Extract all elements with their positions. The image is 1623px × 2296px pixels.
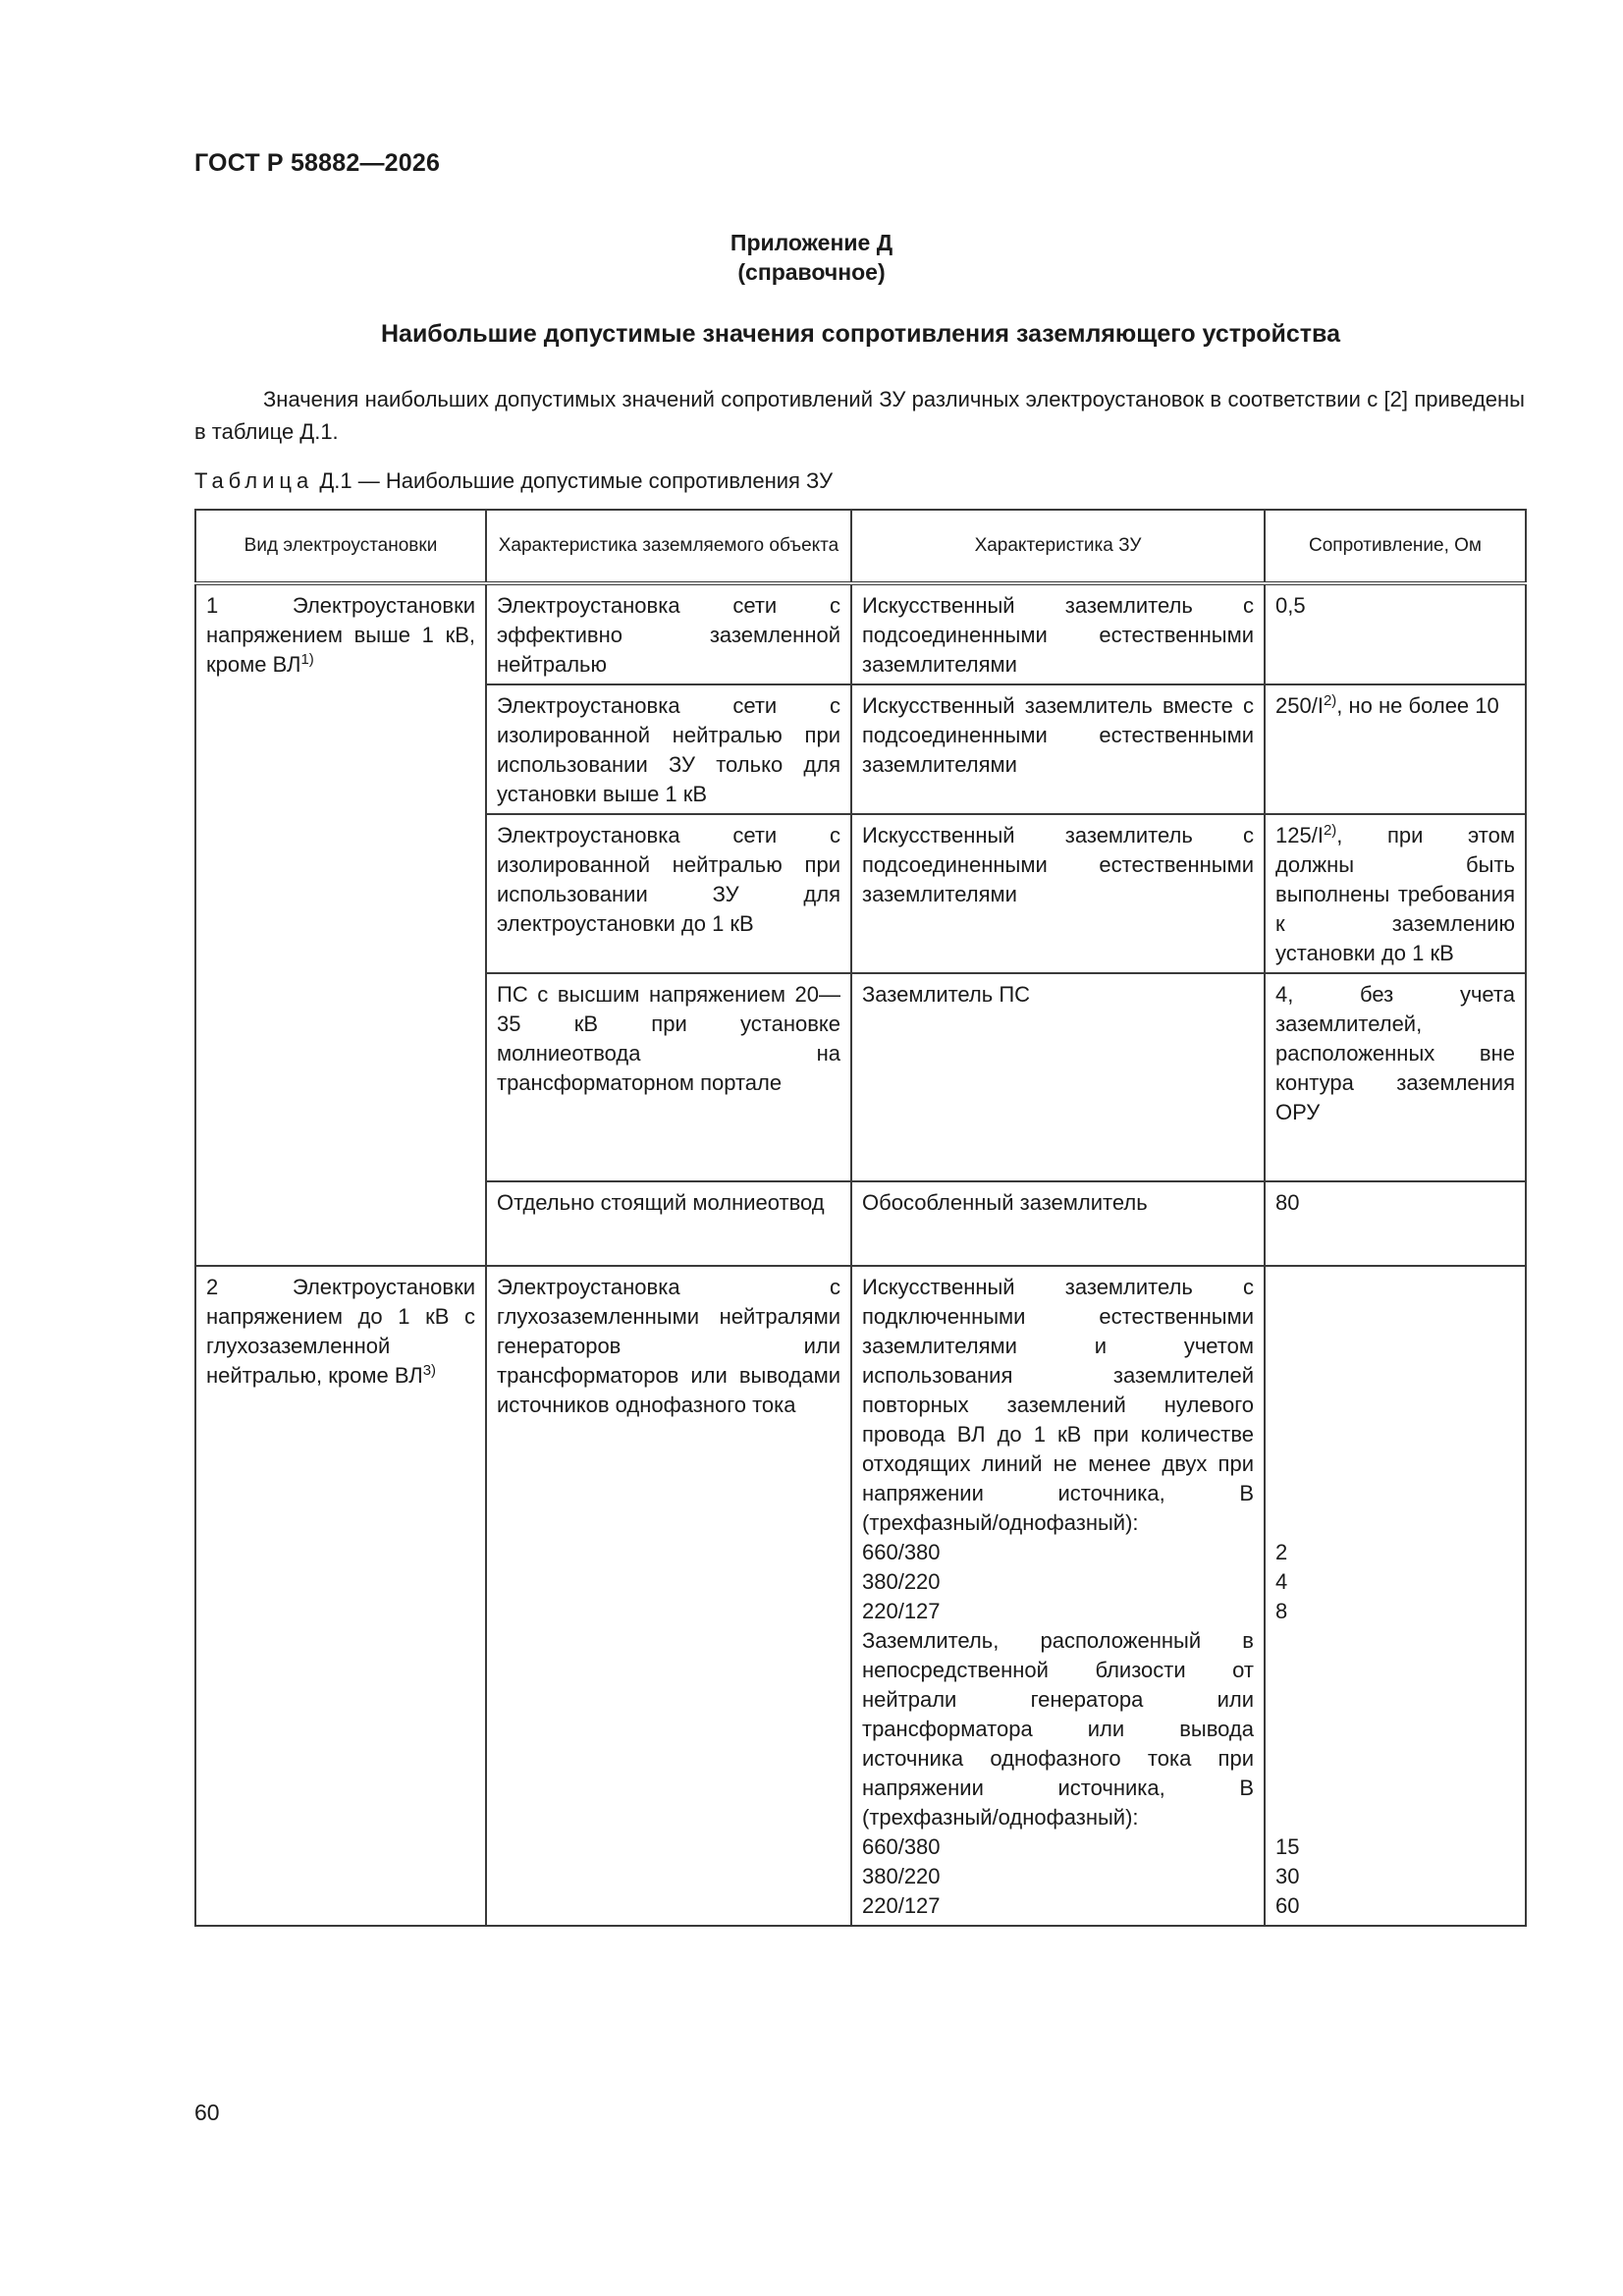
device-description: Искусственный заземлитель с подключенными естественными заземлителями и учетом использования заземлителей повторных заземлений нулевого провода ВЛ до 1 кВ при количестве отходящих линий не менее двух при напряжении источника, В (трехфазный/однофазный): <box>862 1275 1254 1535</box>
table-header-row <box>195 510 1526 583</box>
object-cell: ПС с высшим напряжением 20—35 кВ при установке молниеотвода на трансформаторном портале <box>486 973 851 1181</box>
resistance-value: 2 <box>1275 1540 1288 1564</box>
footnote-ref: 3) <box>422 1362 437 1379</box>
resistance-value: 15 <box>1275 1834 1300 1859</box>
resistance-table <box>194 509 1527 1927</box>
table-caption <box>194 468 833 494</box>
device-cell: Заземлитель ПС <box>851 973 1265 1181</box>
appendix-label: Приложение Д <box>730 230 893 255</box>
device-cell: Искусственный заземлитель вместе с подсоединенными естественными заземлителями <box>851 684 1265 814</box>
voltage-value: 660/380 <box>862 1834 941 1859</box>
resistance-cell: 80 <box>1265 1181 1526 1266</box>
voltage-value: 220/127 <box>862 1893 941 1918</box>
object-cell: Электроустановка с глухозаземленными нейтралями генераторов или трансформаторов или выводами источников однофазного тока <box>486 1266 851 1926</box>
footnote-ref: 2) <box>1323 692 1337 709</box>
page-number: 60 <box>194 2100 220 2125</box>
table-row <box>195 583 1526 684</box>
resistance-note: , при этом должны быть выполнены требования к заземлению установки до 1 кВ <box>1275 823 1515 965</box>
object-cell: Электроустановка сети с изолированной нейтралью при использовании ЗУ для электроустановки до 1 кВ <box>486 814 851 973</box>
device-description: Заземлитель, расположенный в непосредственной близости от нейтрали генератора или трансформатора или вывода источника однофазного тока при напряжении источника, В (трехфазный/однофазный): <box>862 1628 1254 1830</box>
appendix-heading <box>0 228 1623 287</box>
resistance-cell: 0,5 <box>1265 583 1526 684</box>
resistance-formula: 125/I <box>1275 823 1324 847</box>
header-device-characteristic: Характеристика ЗУ <box>851 510 1265 583</box>
voltage-value: 220/127 <box>862 1599 941 1623</box>
installation-type-text: 1 Электроустановки напряжением выше 1 кВ, кроме ВЛ <box>206 593 475 677</box>
installation-type-cell <box>195 1266 486 1926</box>
table-caption-text: Д.1 — Наибольшие допустимые сопротивления ЗУ <box>313 468 834 493</box>
appendix-type: (справочное) <box>737 259 886 285</box>
intro-text: Значения наибольших допустимых значений сопротивлений ЗУ различных электроустановок в соответствии с [2] приведены в таблице Д.1. <box>194 387 1525 444</box>
resistance-formula: 250/I <box>1275 693 1324 718</box>
resistance-value: 8 <box>1275 1599 1288 1623</box>
device-cell <box>851 1266 1265 1926</box>
voltage-value: 660/380 <box>862 1540 941 1564</box>
voltage-value: 380/220 <box>862 1569 941 1594</box>
resistance-cell <box>1265 684 1526 814</box>
voltage-value: 380/220 <box>862 1864 941 1888</box>
device-cell: Обособленный заземлитель <box>851 1181 1265 1266</box>
table-row <box>195 1266 1526 1926</box>
footnote-ref: 1) <box>300 651 314 668</box>
resistance-cell <box>1265 1266 1526 1926</box>
intro-paragraph <box>194 383 1525 448</box>
device-cell: Искусственный заземлитель с подсоединенными естественными заземлителями <box>851 814 1265 973</box>
header-resistance: Сопротивление, Ом <box>1265 510 1526 583</box>
installation-type-text: 2 Электроустановки напряжением до 1 кВ с глухозаземленной нейтралью, кроме ВЛ <box>206 1275 475 1388</box>
spacer <box>1275 1273 1515 1538</box>
device-cell: Искусственный заземлитель с подсоединенными естественными заземлителями <box>851 583 1265 684</box>
header-installation-type: Вид электроустановки <box>195 510 486 583</box>
resistance-value: 4 <box>1275 1569 1288 1594</box>
header-object-characteristic: Характеристика заземляемого объекта <box>486 510 851 583</box>
resistance-cell <box>1265 814 1526 973</box>
object-cell: Отдельно стоящий молниеотвод <box>486 1181 851 1266</box>
appendix-title: Наибольшие допустимые значения сопротивления заземляющего устройства <box>380 320 1340 348</box>
installation-type-cell <box>195 583 486 1266</box>
resistance-note: , но не более 10 <box>1336 693 1499 718</box>
resistance-value: 30 <box>1275 1864 1300 1888</box>
object-cell: Электроустановка сети с эффективно заземленной нейтралью <box>486 583 851 684</box>
standard-code: ГОСТ Р 58882—2026 <box>194 149 441 177</box>
resistance-value: 60 <box>1275 1893 1300 1918</box>
footnote-ref: 2) <box>1323 822 1337 839</box>
resistance-cell: 4, без учета заземлителей, расположенных вне контура заземления ОРУ <box>1265 973 1526 1181</box>
table-caption-word: Таблица <box>194 468 314 493</box>
object-cell: Электроустановка сети с изолированной нейтралью при использовании ЗУ только для установки выше 1 кВ <box>486 684 851 814</box>
spacer <box>1275 1626 1515 1832</box>
